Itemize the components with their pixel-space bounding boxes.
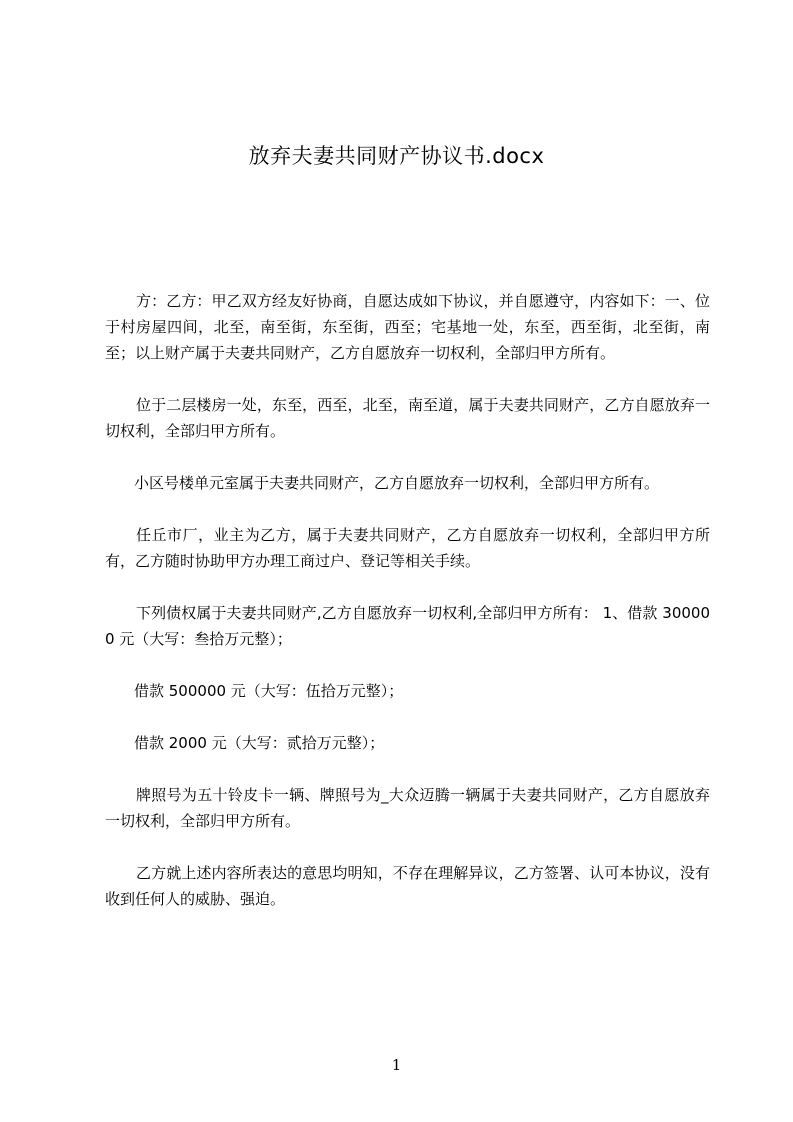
page-number: 1: [391, 1056, 402, 1074]
paragraph-factory: 任丘市厂，业主为乙方，属于夫妻共同财产，乙方自愿放弃一切权利，全部归甲方所有，乙方随时协助甲方办理工商过户、登记等相关手续。: [105, 526, 710, 570]
paragraph-acknowledgement: 乙方就上述内容所表达的意思均明知，不存在理解异议，乙方签署、认可本协议，没有收到任何人的威胁、强迫。: [105, 864, 710, 908]
paragraph-loan-2: 借款 500000 元（大写：伍拾万元整）；: [134, 682, 404, 700]
paragraph-debts: 下列债权属于夫妻共同财产,乙方自愿放弃一切权利,全部归甲方所有： 1、借款 300000 元（大写：叁拾万元整）；: [105, 604, 710, 648]
document-title: 放弃夫妻共同财产协议书.docx: [248, 144, 545, 168]
document-body: [105, 288, 710, 912]
paragraph-vehicles: 牌照号为五十铃皮卡一辆、牌照号为_大众迈腾一辆属于夫妻共同财产，乙方自愿放弃一切权利，全部归甲方所有。: [105, 786, 710, 830]
paragraph-apartment: 小区号楼单元室属于夫妻共同财产，乙方自愿放弃一切权利，全部归甲方所有。: [134, 474, 660, 492]
paragraph-agreement-intro: 方：乙方：甲乙双方经友好协商，自愿达成如下协议，并自愿遵守，内容如下：一、位于村房屋四间，北至，南至街，东至街，西至；宅基地一处，东至，西至街，北至街，南至；以上财产属于夫妻共同财产，乙方自愿放弃一切权利，全部归甲方所有。: [105, 292, 710, 362]
paragraph-building: 位于二层楼房一处，东至，西至，北至，南至道，属于夫妻共同财产，乙方自愿放弃一切权利，全部归甲方所有。: [105, 396, 710, 440]
paragraph-loan-3: 借款 2000 元（大写：贰拾万元整）；: [134, 734, 385, 752]
